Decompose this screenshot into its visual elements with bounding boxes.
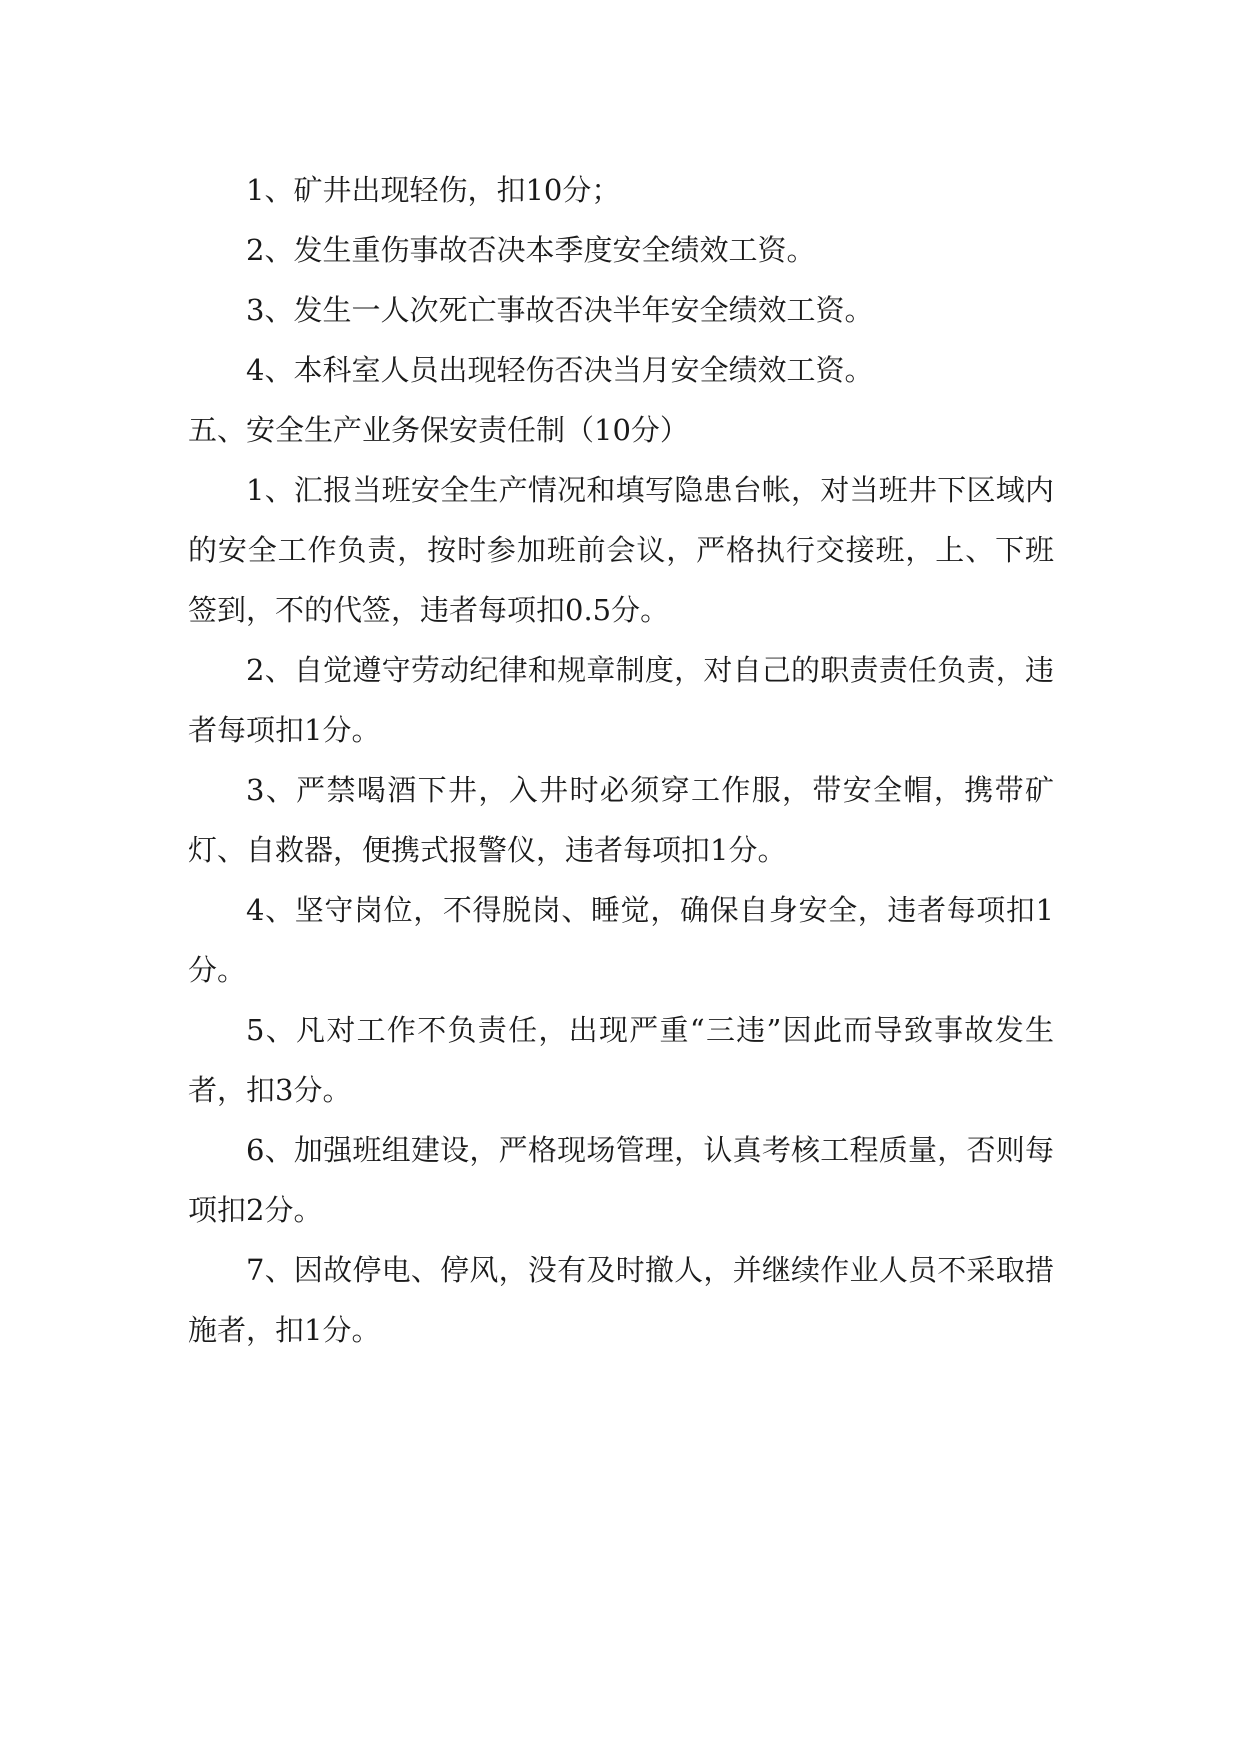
- rule-item-3: 3、严禁喝酒下井，入井时必须穿工作服，带安全帽，携带矿灯、自救器，便携式报警仪，违者每项扣1分。: [188, 773, 1054, 867]
- rule-item-5: 5、凡对工作不负责任，出现严重“三违”因此而导致事故发生者，扣3分。: [188, 1013, 1054, 1107]
- item-serious-injury: 2、发生重伤事故否决本季度安全绩效工资。: [246, 233, 816, 267]
- section-heading: 五、安全生产业务保安责任制（10分）: [188, 413, 689, 447]
- item-minor-injury: 1、矿井出现轻伤，扣10分；: [246, 173, 621, 207]
- rule-item-6: 6、加强班组建设，严格现场管理，认真考核工程质量，否则每项扣2分。: [188, 1133, 1054, 1227]
- document-body: [188, 160, 1054, 1360]
- rule-item-4: 4、坚守岗位，不得脱岗、睡觉，确保自身安全，违者每项扣1分。: [188, 893, 1054, 987]
- item-department-injury: 4、本科室人员出现轻伤否决当月安全绩效工资。: [246, 353, 874, 387]
- item-fatality: 3、发生一人次死亡事故否决半年安全绩效工资。: [246, 293, 874, 327]
- rule-item-7: 7、因故停电、停风，没有及时撤人，并继续作业人员不采取措施者，扣1分。: [188, 1253, 1054, 1347]
- rule-item-1: 1、汇报当班安全生产情况和填写隐患台帐，对当班井下区域内的安全工作负责，按时参加班前会议，严格执行交接班，上、下班签到，不的代签，违者每项扣0.5分。: [188, 473, 1054, 627]
- rule-item-2: 2、自觉遵守劳动纪律和规章制度，对自己的职责责任负责，违者每项扣1分。: [188, 653, 1054, 747]
